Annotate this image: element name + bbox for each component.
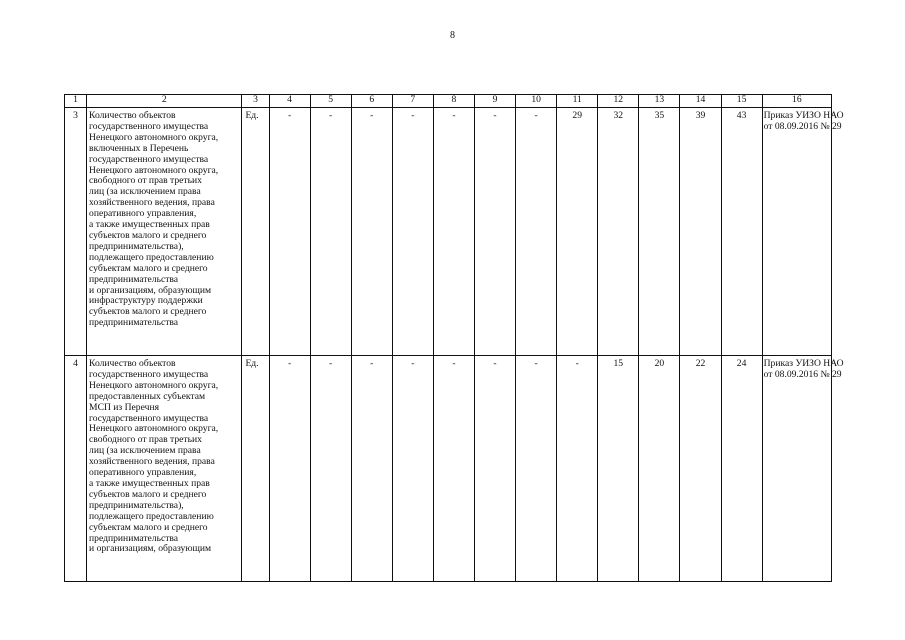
value-cell: - <box>269 356 310 582</box>
header-cell: 10 <box>516 95 557 108</box>
value-cell: 20 <box>639 356 680 582</box>
row-number: 4 <box>65 356 87 582</box>
value-cell: - <box>474 108 515 356</box>
page-number: 8 <box>450 30 455 41</box>
unit-cell: Ед. <box>242 108 269 356</box>
header-row <box>65 95 832 108</box>
indicator-name-line: Количество объектов <box>89 358 176 369</box>
header-cell: 3 <box>242 95 269 108</box>
indicator-name-line: включенных в Перечень <box>89 142 189 154</box>
indicator-name-line: государственного имущества <box>89 120 209 132</box>
source-line: Приказ УИЗО НАО <box>763 358 844 369</box>
indicator-name-line: субъектам малого и среднего <box>89 521 208 533</box>
indicator-name-line: инфраструктуру поддержки <box>89 295 203 307</box>
indicator-name-line: государственного имущества <box>89 412 209 424</box>
indicator-name-line: хозяйственного ведения, права <box>89 456 215 468</box>
value-cell: 43 <box>721 108 762 356</box>
indicator-name-line: предпринимательства), <box>89 499 184 511</box>
indicator-name-line: свободного от прав третьих <box>89 434 202 446</box>
header-cell: 1 <box>65 95 87 108</box>
unit-cell: Ед. <box>242 356 269 582</box>
indicator-name-line: и организациям, образующим <box>89 284 212 296</box>
indicator-name-line: предпринимательства), <box>89 240 184 252</box>
table-row <box>65 108 832 356</box>
value-cell: 32 <box>598 108 639 356</box>
value-cell: - <box>474 356 515 582</box>
indicator-name-line: государственного имущества <box>89 368 209 380</box>
indicator-name-line: предпринимательства <box>89 532 179 544</box>
header-cell: 5 <box>310 95 351 108</box>
indicator-name-line: МСП из Перечня <box>89 401 159 413</box>
indicator-name-cell <box>87 356 242 582</box>
value-cell: - <box>310 356 351 582</box>
value-cell: 22 <box>680 356 721 582</box>
header-cell: 8 <box>433 95 474 108</box>
indicator-name-line: а также имущественных прав <box>89 219 210 231</box>
indicator-name-line: Ненецкого автономного округа, <box>89 379 219 391</box>
indicator-name-line: свободного от прав третьих <box>89 175 202 187</box>
value-cell: - <box>433 108 474 356</box>
value-cell: - <box>516 356 557 582</box>
source-line: Приказ УИЗО НАО <box>763 110 844 121</box>
value-cell: - <box>557 356 598 582</box>
indicator-name-line: Ненецкого автономного округа, <box>89 423 219 435</box>
header-cell: 11 <box>557 95 598 108</box>
header-cell: 2 <box>87 95 242 108</box>
indicator-name-line: лиц (за исключением права <box>89 445 201 457</box>
header-cell: 6 <box>351 95 392 108</box>
indicator-name-line: субъектов малого и среднего <box>89 306 207 318</box>
indicator-name-line: лиц (за исключением права <box>89 186 201 198</box>
header-cell: 7 <box>392 95 433 108</box>
source-line: от 08.09.2016 № 29 <box>763 368 842 380</box>
header-cell: 14 <box>680 95 721 108</box>
indicator-name-line: Ненецкого автономного округа, <box>89 164 219 176</box>
row-number: 3 <box>65 108 87 356</box>
header-cell: 9 <box>474 95 515 108</box>
indicator-name-line: оперативного управления, <box>89 467 197 479</box>
value-cell: - <box>310 108 351 356</box>
indicator-name-line: хозяйственного ведения, права <box>89 197 215 209</box>
value-cell: - <box>269 108 310 356</box>
value-cell: 35 <box>639 108 680 356</box>
value-cell: 29 <box>557 108 598 356</box>
value-cell: 24 <box>721 356 762 582</box>
indicator-name-line: субъектам малого и среднего <box>89 262 208 274</box>
value-cell: - <box>392 108 433 356</box>
indicator-name-line: субъектов малого и среднего <box>89 488 207 500</box>
value-cell: - <box>351 356 392 582</box>
indicator-name-line: оперативного управления, <box>89 208 197 220</box>
indicator-name-line: подлежащего предоставлению <box>89 251 214 263</box>
indicator-name-cell <box>87 108 242 356</box>
value-cell: - <box>516 108 557 356</box>
value-cell: 39 <box>680 108 721 356</box>
header-cell: 12 <box>598 95 639 108</box>
indicator-name-line: подлежащего предоставлению <box>89 510 214 522</box>
indicator-name-line: Количество объектов <box>89 110 176 121</box>
header-cell: 16 <box>762 95 831 108</box>
table-row <box>65 356 832 582</box>
value-cell: - <box>433 356 474 582</box>
header-cell: 4 <box>269 95 310 108</box>
indicator-name-line: Ненецкого автономного округа, <box>89 131 219 143</box>
indicator-name-line: государственного имущества <box>89 153 209 165</box>
value-cell: 15 <box>598 356 639 582</box>
header-cell: 15 <box>721 95 762 108</box>
indicator-name-line: субъектов малого и среднего <box>89 229 207 241</box>
indicator-name-line: а также имущественных прав <box>89 477 210 489</box>
value-cell: - <box>351 108 392 356</box>
indicator-name-line: предпринимательства <box>89 273 179 285</box>
header-cell: 13 <box>639 95 680 108</box>
indicators-table <box>64 94 844 582</box>
value-cell: - <box>392 356 433 582</box>
source-line: от 08.09.2016 № 29 <box>763 120 842 132</box>
indicator-name-line: и организациям, образующим <box>89 543 212 555</box>
indicator-name-line: предоставленных субъектам <box>89 390 206 402</box>
indicator-name-line: предпринимательства <box>89 317 179 329</box>
source-cell <box>762 108 844 356</box>
source-cell <box>762 356 844 582</box>
